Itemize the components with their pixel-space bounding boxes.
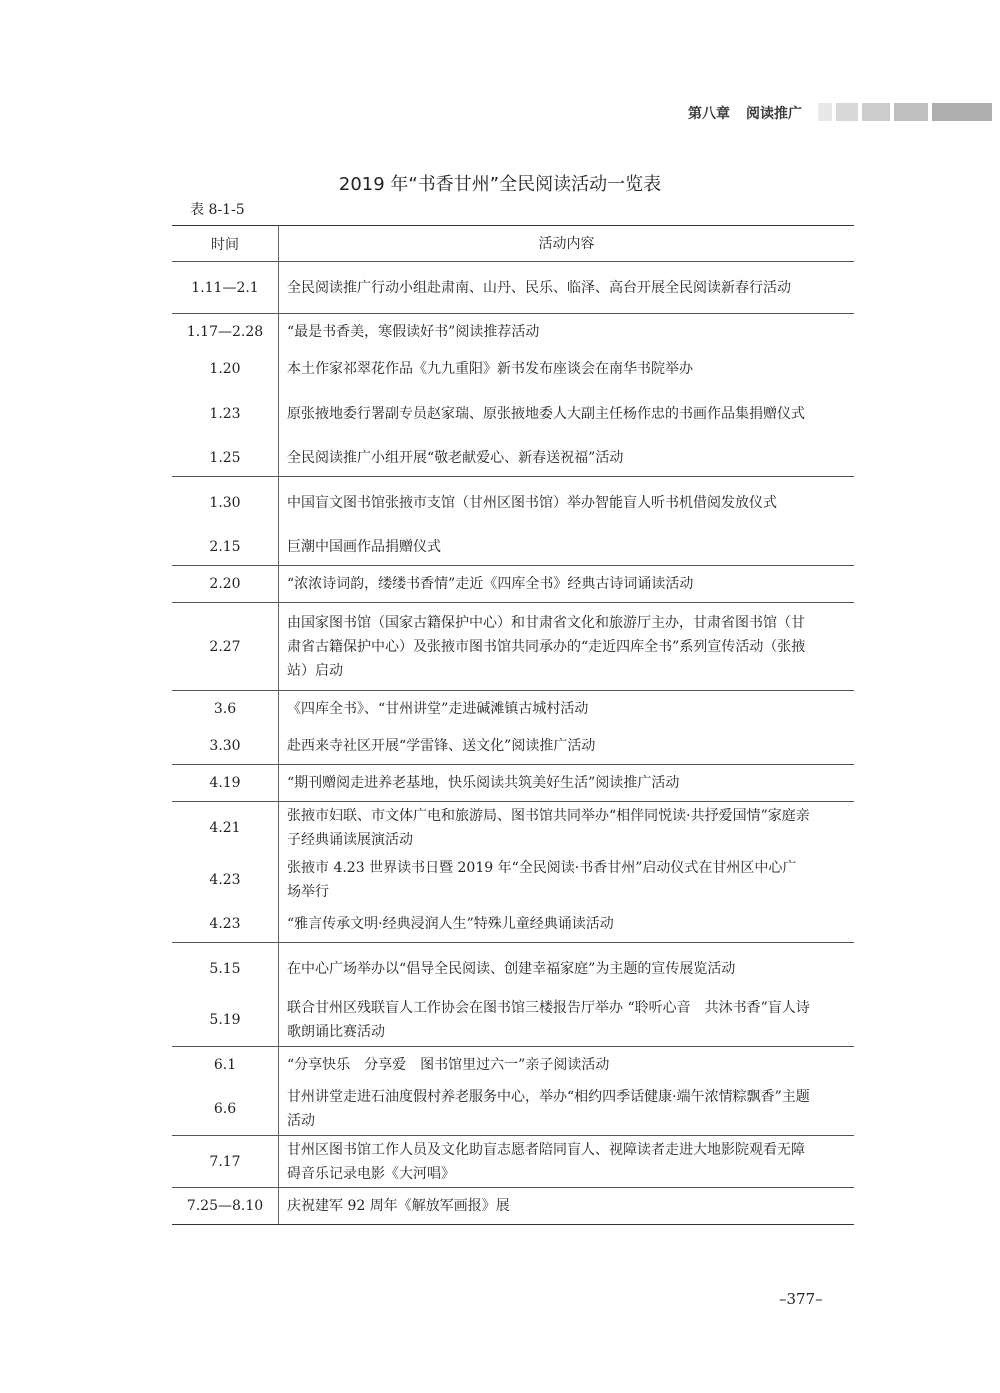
header-decoration-bars	[818, 103, 996, 121]
activity-table	[172, 225, 854, 1225]
header-bar	[818, 103, 832, 121]
header-bar	[932, 103, 992, 121]
row-content: 联合甘州区残联盲人工作协会在图书馆三楼报告厅举办 “聆听心音 共沐书香”盲人诗歌朗诵比赛活动	[287, 1000, 810, 1041]
header-content: 活动内容	[279, 226, 855, 262]
header-time: 时间	[172, 226, 279, 262]
table-row	[172, 943, 854, 995]
row-time: 5.19	[172, 995, 279, 1047]
row-content: 庆祝建军 92 周年《解放军画报》展	[279, 1188, 855, 1225]
row-content: 张掖市妇联、市文体广电和旅游局、图书馆共同举办“相伴同悦读·共抒爱国情”家庭亲子经典诵读展演活动	[279, 802, 855, 854]
table-row	[172, 1084, 854, 1136]
row-content: 在中心广场举办以“倡导全民阅读、创建幸福家庭”为主题的宣传展览活动	[279, 943, 855, 995]
row-time: 2.27	[172, 603, 279, 691]
table-row	[172, 388, 854, 440]
row-time: 4.23	[172, 854, 279, 906]
table-row	[172, 262, 854, 314]
row-content: “分享快乐 分享爱 图书馆里过六一”亲子阅读活动	[279, 1047, 855, 1084]
row-time: 2.20	[172, 566, 279, 603]
row-content: 由国家图书馆（国家古籍保护中心）和甘肃省文化和旅游厅主办，甘肃省图书馆（甘肃省古籍保护中心）及张掖市图书馆共同承办的“走近四库全书”系列宣传活动（张掖站）启动	[279, 603, 855, 691]
table-row	[172, 1047, 854, 1084]
table-row	[172, 691, 854, 728]
table-row	[172, 351, 854, 388]
section-label: 阅读推广	[746, 106, 802, 122]
header-bar	[862, 103, 890, 121]
table-row	[172, 1136, 854, 1188]
row-content: “最是书香美，寒假读好书”阅读推荐活动	[279, 314, 855, 351]
table-row	[172, 995, 854, 1047]
row-content: 本土作家祁翠花作品《九九重阳》新书发布座谈会在南华书院举办	[287, 361, 693, 377]
table-header-row	[172, 226, 854, 262]
row-content: “期刊赠阅走进养老基地，快乐阅读共筑美好生活”阅读推广活动	[279, 765, 855, 802]
row-content: 《四库全书》、“甘州讲堂”走进碱滩镇古城村活动	[279, 691, 855, 728]
table-row	[172, 1188, 854, 1225]
row-content: 张掖市 4.23 世界读书日暨 2019 年“全民阅读·书香甘州”启动仪式在甘州区中心广场举行	[287, 859, 797, 900]
row-time: 1.17—2.28	[172, 314, 279, 351]
row-time: 1.23	[172, 388, 279, 440]
row-content: 甘州讲堂走进石油度假村养老服务中心，举办“相约四季话健康·端午浓情粽飘香”主题活动	[287, 1089, 810, 1130]
header-bar	[836, 103, 858, 121]
running-header	[688, 102, 814, 124]
row-time: 7.17	[172, 1136, 279, 1188]
row-time: 3.6	[172, 691, 279, 728]
row-time: 6.6	[172, 1084, 279, 1136]
table-row	[172, 529, 854, 566]
table-title: 2019 年“书香甘州”全民阅读活动一览表	[338, 174, 662, 195]
row-time: 5.15	[172, 943, 279, 995]
table-number: 表 8-1-5	[190, 202, 245, 218]
row-content: “雅言传承文明·经典浸润人生”特殊儿童经典诵读活动	[287, 915, 614, 932]
row-time: 1.30	[172, 477, 279, 529]
row-content: 巨潮中国画作品捐赠仪式	[287, 538, 441, 555]
row-time: 1.20	[172, 351, 279, 388]
table-body	[172, 262, 854, 1225]
row-time: 4.23	[172, 906, 279, 943]
row-time: 3.30	[172, 728, 279, 765]
table-row	[172, 765, 854, 802]
row-time: 6.1	[172, 1047, 279, 1084]
chapter-label: 第八章	[688, 106, 730, 122]
row-time: 7.25—8.10	[172, 1188, 279, 1225]
table-row	[172, 854, 854, 906]
table-row	[172, 566, 854, 603]
row-content: “浓浓诗词韵，缕缕书香情”走近《四库全书》经典古诗词诵读活动	[279, 566, 855, 603]
row-time: 2.15	[172, 529, 279, 566]
page-number: –377–	[779, 1290, 823, 1308]
row-content: 赴西来寺社区开展“学雷锋、送文化”阅读推广活动	[287, 737, 596, 754]
row-time: 4.21	[172, 802, 279, 854]
row-content: 全民阅读推广小组开展“敬老献爱心、新春送祝福”活动	[287, 449, 624, 466]
row-time: 1.11—2.1	[172, 262, 279, 314]
row-time: 1.25	[172, 440, 279, 477]
row-content: 甘州区图书馆工作人员及文化助盲志愿者陪同盲人、视障读者走进大地影院观看无障碍音乐记录电影《大河唱》	[279, 1136, 855, 1188]
row-content: 原张掖地委行署副专员赵家瑞、原张掖地委人大副主任杨作忠的书画作品集捐赠仪式	[287, 405, 805, 422]
table-row	[172, 477, 854, 529]
row-content: 全民阅读推广行动小组赴肃南、山丹、民乐、临泽、高台开展全民阅读新春行活动	[279, 262, 855, 314]
table-row	[172, 603, 854, 691]
table-row	[172, 802, 854, 854]
header-bar	[894, 103, 928, 121]
table-row	[172, 440, 854, 477]
row-content: 中国盲文图书馆张掖市支馆（甘州区图书馆）举办智能盲人听书机借阅发放仪式	[279, 477, 855, 529]
table-row	[172, 728, 854, 765]
row-time: 4.19	[172, 765, 279, 802]
table-row	[172, 314, 854, 351]
table-row	[172, 906, 854, 943]
